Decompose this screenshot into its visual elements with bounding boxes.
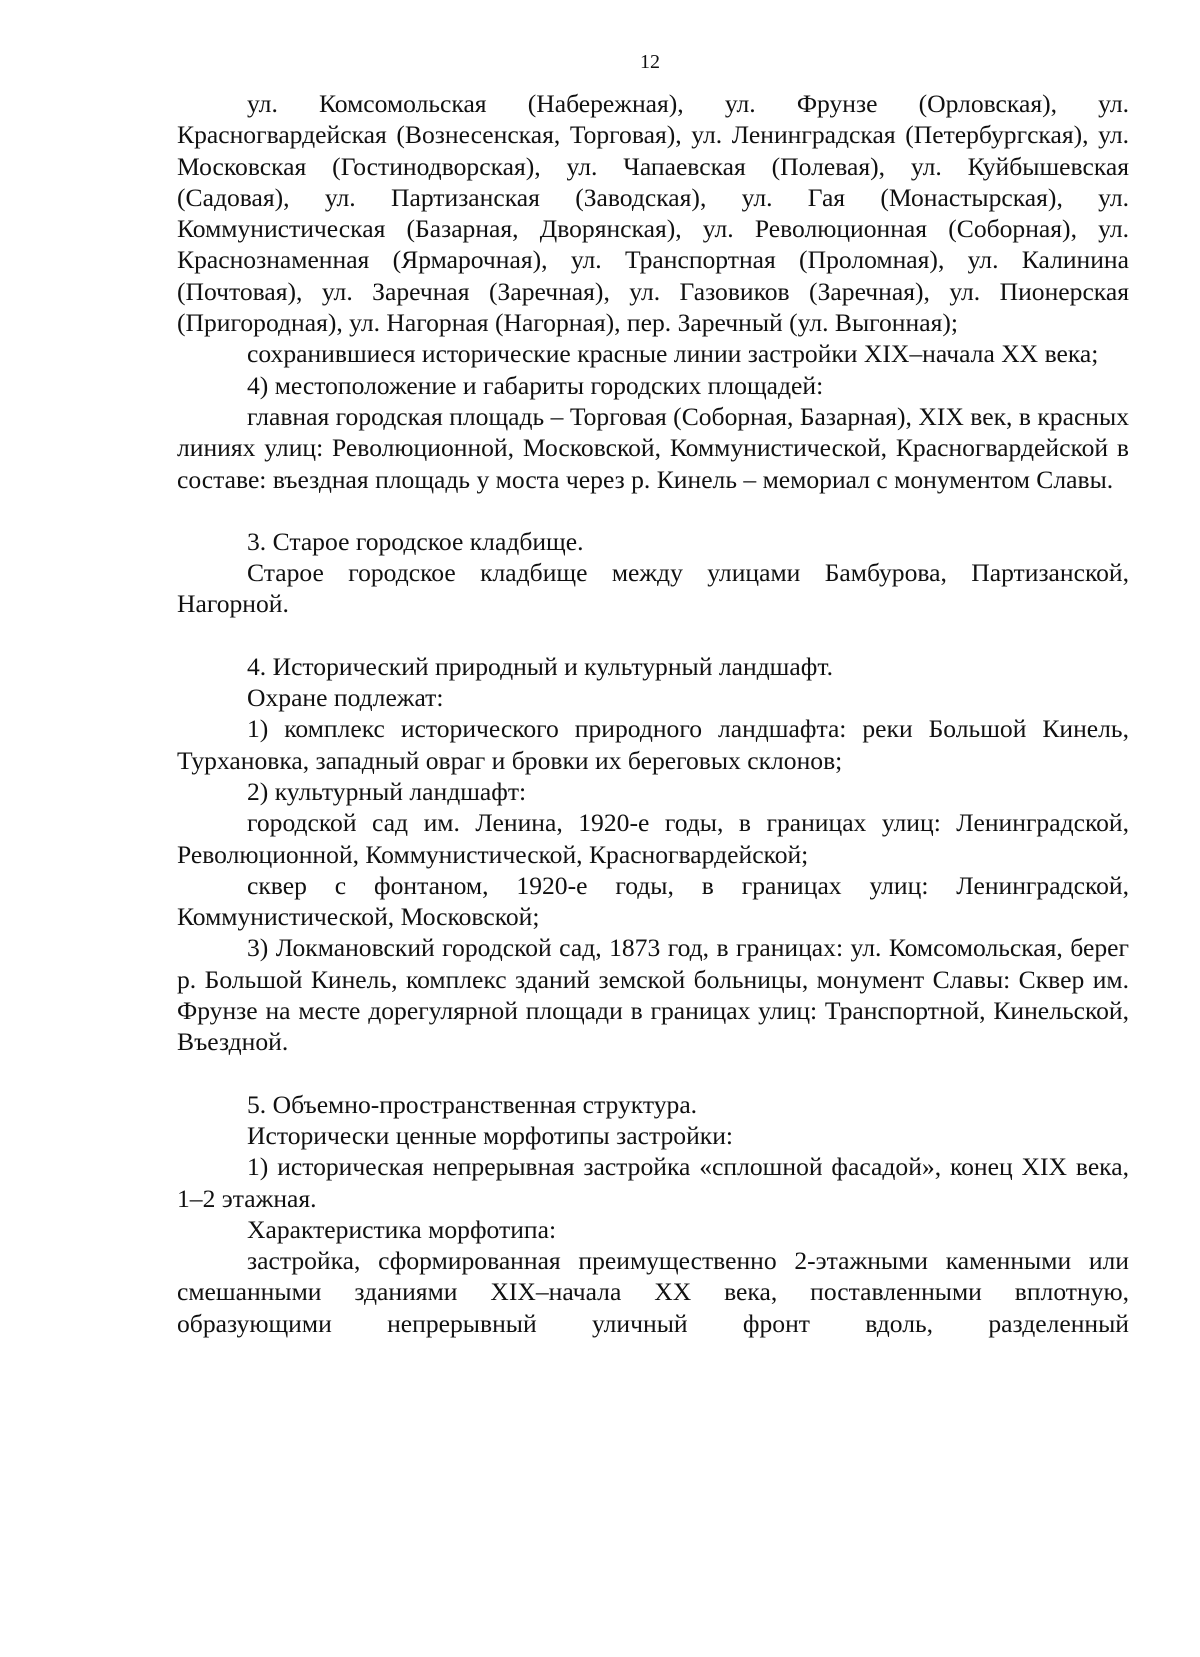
paragraph-lokmanovsky-garden: 3) Локмановский городской сад, 1873 год, в границах: ул. Комсомольская, берег р. Большой Кинель, комплекс зданий земской больницы, монумент Славы: Сквер им. Фрунзе на месте дорегулярной площади в границах улиц: Транспортной, Кинельской, Въездной. xyxy=(177,933,1129,1057)
paragraph-protected: Охране подлежат: xyxy=(247,683,444,713)
section-heading-spatial-structure: 5. Объемно-пространственная структура. xyxy=(247,1089,698,1119)
paragraph-old-cemetery: Старое городское кладбище между улицами Бамбурова, Партизанской, Нагорной. xyxy=(177,558,1129,619)
page-number: 12 xyxy=(640,51,660,73)
paragraph-red-lines: сохранившиеся исторические красные линии застройки XIX–начала XX века; xyxy=(247,339,1099,369)
paragraph-lenin-garden: городской сад им. Ленина, 1920-е годы, в границах улиц: Ленинградской, Революционной, Коммунистической, Красногвардейской; xyxy=(177,808,1129,869)
paragraph-main-square: главная городская площадь – Торговая (Соборная, Базарная), XIX век, в красных линиях улиц: Революционной, Московской, Коммунистической, Красногвардейской в составе: въездная площадь у моста через р. Кинель – мемориал с монументом Славы. xyxy=(177,401,1129,494)
paragraph-morphotype-characteristic: Характеристика морфотипа: xyxy=(247,1214,557,1244)
paragraph-morphotypes: Исторически ценные морфотипы застройки: xyxy=(247,1120,734,1150)
paragraph-streets-list: ул. Комсомольская (Набережная), ул. Фрунзе (Орловская), ул. Красногвардейская (Вознесенская, Торговая), ул. Ленинградская (Петербургская), ул. Московская (Гостинодворская), ул. Чапаевская (Полевая), ул. Куйбышевская (Садовая), ул. Партизанская (Заводская), ул. Гая (Монастырская), ул. Коммунистическая (Базарная, Дворянская), ул. Революционная (Соборная), ул. Краснознаменная (Ярмарочная), ул. Транспортная (Проломная), ул. Калинина (Почтовая), ул. Заречная (Заречная), ул. Газовиков (Заречная), ул. Пионерская (Пригородная), ул. Нагорная (Нагорная), пер. Заречный (ул. Выгонная); xyxy=(177,89,1129,338)
section-heading-landscape: 4. Исторический природный и культурный ландшафт. xyxy=(247,651,833,681)
paragraph-cultural-landscape: 2) культурный ландшафт: xyxy=(247,776,527,806)
section-heading-old-cemetery: 3. Старое городское кладбище. xyxy=(247,526,584,556)
paragraph-continuous-building: 1) историческая непрерывная застройка «сплошной фасадой», конец XIX века, 1–2 этажная. xyxy=(177,1152,1129,1213)
paragraph-fountain-square: сквер с фонтаном, 1920-е годы, в границах улиц: Ленинградской, Коммунистической, Московской; xyxy=(177,870,1129,932)
paragraph-natural-landscape: 1) комплекс исторического природного ландшафта: реки Большой Кинель, Турхановка, западный овраг и бровки их береговых склонов; xyxy=(177,714,1129,775)
document-body xyxy=(177,88,1129,1339)
paragraph-building-description: застройка, сформированная преимущественно 2-этажными каменными или смешанными зданиями XIX–начала XX века, поставленными вплотную, образующими непрерывный уличный фронт вдоль, разделенный xyxy=(177,1246,1129,1338)
paragraph-squares-heading: 4) местоположение и габариты городских площадей: xyxy=(247,370,824,400)
